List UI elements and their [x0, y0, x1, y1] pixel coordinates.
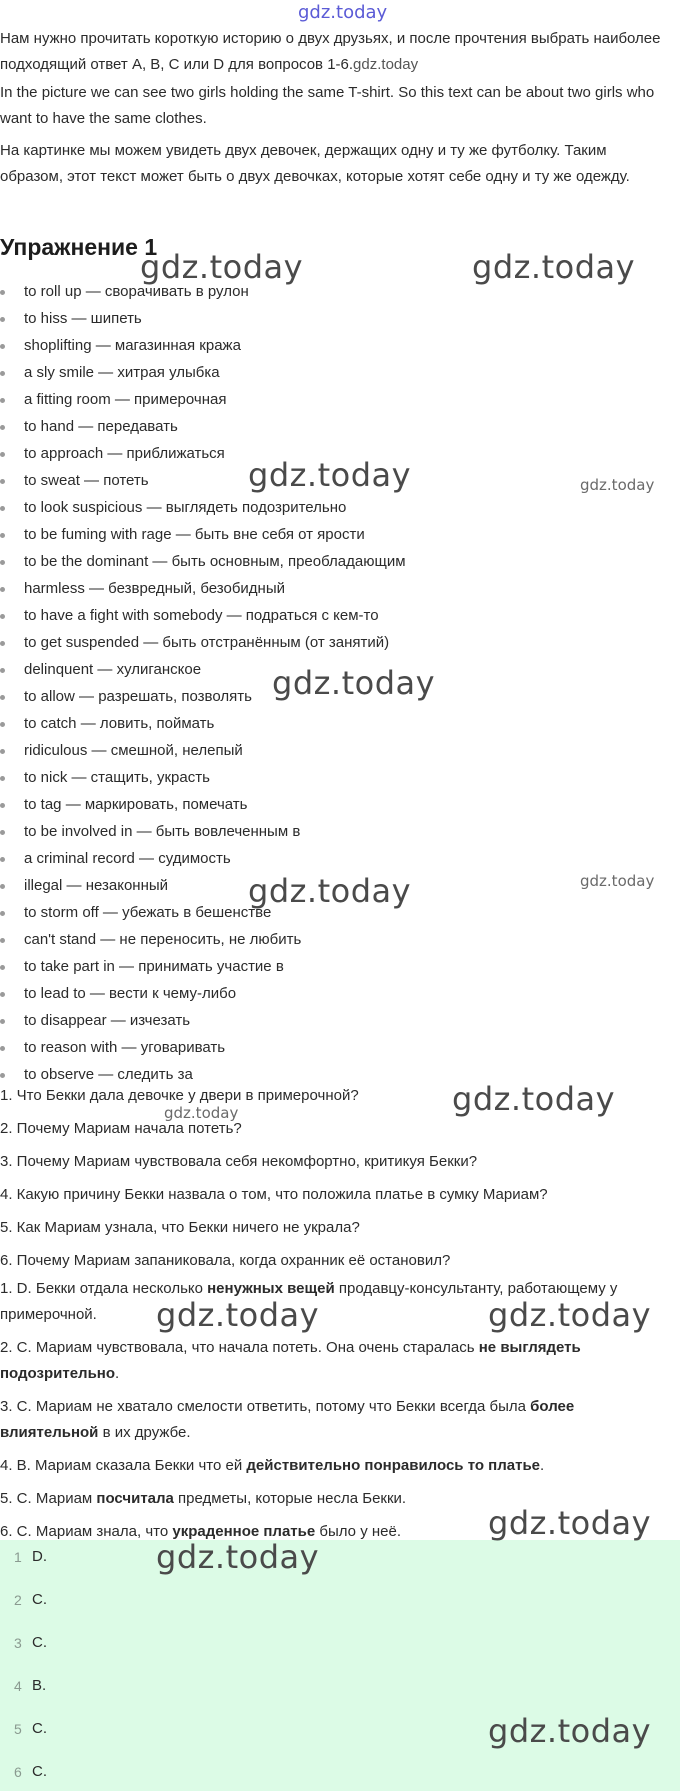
bullet-icon	[0, 965, 5, 970]
watermark: gdz.today	[580, 476, 655, 494]
bullet-icon	[0, 992, 5, 997]
vocab-term: to catch — ловить, поймать	[24, 715, 215, 732]
answer-key-value: C.	[32, 1591, 47, 1608]
bullet-icon	[0, 776, 5, 781]
vocab-item	[0, 1007, 406, 1034]
bullet-icon	[0, 614, 5, 619]
bullet-icon	[0, 1073, 5, 1078]
bullet-icon	[0, 749, 5, 754]
vocab-item	[0, 602, 406, 629]
answer-key-number: 3	[14, 1635, 22, 1651]
vocab-item	[0, 548, 406, 575]
bullet-icon	[0, 884, 5, 889]
bullet-icon	[0, 317, 5, 322]
vocab-term: to lead to — вести к чему-либо	[24, 985, 237, 1002]
answer-highlight: действительно понравилось то платье	[246, 1457, 541, 1474]
bullet-icon	[0, 911, 5, 916]
vocab-term: to hand — передавать	[24, 418, 178, 435]
watermark: gdz.today	[472, 248, 636, 286]
vocab-term: to reason with — уговаривать	[24, 1039, 226, 1056]
vocab-term: to have a fight with somebody — подраться с кем-то	[24, 607, 379, 624]
question-item: 6. Почему Мариам запаниковала, когда охранник её остановил?	[0, 1252, 451, 1269]
answer-text: 3. C. Мариам не хватало смелости ответить, потому что Бекки всегда была	[0, 1398, 531, 1415]
answer-text: 6. C. Мариам знала, что	[0, 1523, 173, 1540]
watermark: gdz.today	[488, 1296, 652, 1334]
answer-highlight: ненужных вещей	[207, 1280, 335, 1297]
answer-text: .	[115, 1365, 120, 1382]
vocab-term: harmless — безвредный, безобидный	[24, 580, 286, 597]
answer-key-number: 4	[14, 1678, 22, 1694]
answer-item	[0, 1394, 672, 1446]
watermark: gdz.today	[272, 664, 436, 702]
answer-text: предметы, которые несла Бекки.	[173, 1490, 407, 1507]
bullet-icon	[0, 695, 5, 700]
vocab-term: delinquent — хулиганское	[24, 661, 202, 678]
bullet-icon	[0, 344, 5, 349]
site-logo[interactable]: gdz.today	[298, 2, 388, 23]
watermark: gdz.today	[452, 1080, 616, 1118]
answer-key-number: 2	[14, 1592, 22, 1608]
intro-text: Нам нужно прочитать короткую историю о двух друзьях, и после прочтения выбрать наиболее подходящий ответ A, B, C или D для вопросов 1-6.	[0, 30, 661, 73]
bullet-icon	[0, 722, 5, 727]
vocab-term: to roll up — сворачивать в рулон	[24, 283, 249, 300]
bullet-icon	[0, 425, 5, 430]
vocab-term: to allow — разрешать, позволять	[24, 688, 252, 705]
question-item: 4. Какую причину Бекки назвала о том, что положила платье в сумку Мариам?	[0, 1186, 548, 1203]
watermark: gdz.today	[580, 872, 655, 890]
vocab-term: illegal — незаконный	[24, 877, 169, 894]
vocab-item	[0, 359, 406, 386]
bullet-icon	[0, 668, 5, 673]
vocab-term: to be involved in — быть вовлеченным в	[24, 823, 301, 840]
answer-text: 4. B. Мариам сказала Бекки что ей	[0, 1457, 247, 1474]
vocab-term: to observe — следить за	[24, 1066, 193, 1083]
bullet-icon	[0, 506, 5, 511]
vocab-term: to sweat — потеть	[24, 472, 149, 489]
bullet-icon	[0, 560, 5, 565]
vocab-item	[0, 845, 406, 872]
vocab-item	[0, 305, 406, 332]
vocab-item	[0, 386, 406, 413]
vocab-item	[0, 332, 406, 359]
question-item: 3. Почему Мариам чувствовала себя некомфортно, критикуя Бекки?	[0, 1153, 478, 1170]
bullet-icon	[0, 1019, 5, 1024]
answer-key-value: D.	[32, 1548, 47, 1565]
vocab-item	[0, 629, 406, 656]
vocab-term: to tag — маркировать, помечать	[24, 796, 248, 813]
vocab-term: to be the dominant — быть основным, преобладающим	[24, 553, 406, 570]
answer-text: 1. D. Бекки отдала несколько	[0, 1280, 208, 1297]
answer-text: 2. C. Мариам чувствовала, что начала потеть. Она очень старалась	[0, 1339, 479, 1356]
bullet-icon	[0, 452, 5, 457]
vocab-term: to disappear — изчезать	[24, 1012, 191, 1029]
vocab-term: shoplifting — магазинная кража	[24, 337, 241, 354]
vocab-term: can't stand — не переносить, не любить	[24, 931, 302, 948]
watermark: gdz.today	[140, 248, 304, 286]
answer-text: .	[540, 1457, 545, 1474]
answer-highlight: не выглядеть подозрительно	[0, 1339, 581, 1382]
vocab-item	[0, 710, 406, 737]
vocab-item	[0, 737, 406, 764]
vocab-item	[0, 575, 406, 602]
answer-key	[0, 1540, 680, 1791]
vocab-term: to approach — приближаться	[24, 445, 225, 462]
answer-key-value: C.	[32, 1763, 47, 1780]
answer-key-value: B.	[32, 1677, 47, 1694]
bullet-icon	[0, 371, 5, 376]
vocab-term: to storm off — убежать в бешенстве	[24, 904, 272, 921]
vocab-item	[0, 926, 406, 953]
watermark: gdz.today	[156, 1538, 320, 1576]
vocab-item	[0, 413, 406, 440]
bullet-icon	[0, 290, 5, 295]
answer-key-number: 6	[14, 1764, 22, 1780]
intro-paragraph-2: In the picture we can see two girls holding the same T-shirt. So this text can be about two girls who want to have the same clothes.	[0, 84, 655, 127]
vocab-item	[0, 1034, 406, 1061]
bullet-icon	[0, 587, 5, 592]
watermark: gdz.today	[248, 872, 412, 910]
watermark: gdz.today	[488, 1712, 652, 1750]
answer-key-value: C.	[32, 1720, 47, 1737]
question-item: 2. Почему Мариам начала потеть?	[0, 1120, 242, 1137]
bullet-icon	[0, 830, 5, 835]
answer-text: продавцу-консультанту, работающему у примерочной.	[0, 1280, 618, 1323]
vocab-term: a criminal record — судимость	[24, 850, 231, 867]
answer-key-value: C.	[32, 1634, 47, 1651]
watermark: gdz.today	[248, 456, 412, 494]
vocab-term: to nick — стащить, украсть	[24, 769, 210, 786]
bullet-icon	[0, 803, 5, 808]
bullet-icon	[0, 479, 5, 484]
vocab-item	[0, 494, 406, 521]
answer-text: 5. C. Мариам	[0, 1490, 97, 1507]
vocab-term: to be fuming with rage — быть вне себя от ярости	[24, 526, 365, 543]
answer-highlight: украденное платье	[172, 1523, 316, 1540]
bullet-icon	[0, 533, 5, 538]
bullet-icon	[0, 938, 5, 943]
vocab-item	[0, 953, 406, 980]
answer-key-number: 5	[14, 1721, 22, 1737]
vocab-term: ridiculous — смешной, нелепый	[24, 742, 243, 759]
watermark: gdz.today	[488, 1504, 652, 1542]
question-item: 1. Что Бекки дала девочке у двери в примерочной?	[0, 1087, 359, 1104]
vocab-item	[0, 818, 406, 845]
bullet-icon	[0, 1046, 5, 1051]
vocab-term: to hiss — шипеть	[24, 310, 142, 327]
answer-text: в их дружбе.	[98, 1424, 191, 1441]
bullet-icon	[0, 857, 5, 862]
vocab-item	[0, 980, 406, 1007]
vocab-item	[0, 791, 406, 818]
vocab-term: to look suspicious — выглядеть подозрительно	[24, 499, 347, 516]
answer-item	[0, 1453, 672, 1479]
answer-text: было у неё.	[315, 1523, 401, 1540]
bullet-icon	[0, 641, 5, 646]
question-item: 5. Как Мариам узнала, что Бекки ничего не украла?	[0, 1219, 360, 1236]
inline-watermark: gdz.today	[353, 56, 419, 73]
watermark: gdz.today	[164, 1104, 239, 1122]
answer-item	[0, 1335, 672, 1387]
answer-highlight: посчитала	[96, 1490, 174, 1507]
answer-highlight: более влиятельной	[0, 1398, 575, 1441]
answer-key-number: 1	[14, 1549, 22, 1565]
vocab-term: a fitting room — примерочная	[24, 391, 227, 408]
vocab-term: to get suspended — быть отстранённым (от занятий)	[24, 634, 390, 651]
vocab-item	[0, 521, 406, 548]
vocab-term: a sly smile — хитрая улыбка	[24, 364, 220, 381]
bullet-icon	[0, 398, 5, 403]
exercise-title: Упражнение 1	[0, 234, 158, 260]
vocab-term: to take part in — принимать участие в	[24, 958, 284, 975]
intro-paragraph-3: На картинке мы можем увидеть двух девочек, держащих одну и ту же футболку. Таким образом, этот текст может быть о двух девочках, которые хотят себе одну и ту же одежду.	[0, 142, 630, 185]
vocab-item	[0, 764, 406, 791]
intro-paragraph-1	[0, 26, 672, 78]
watermark: gdz.today	[156, 1296, 320, 1334]
